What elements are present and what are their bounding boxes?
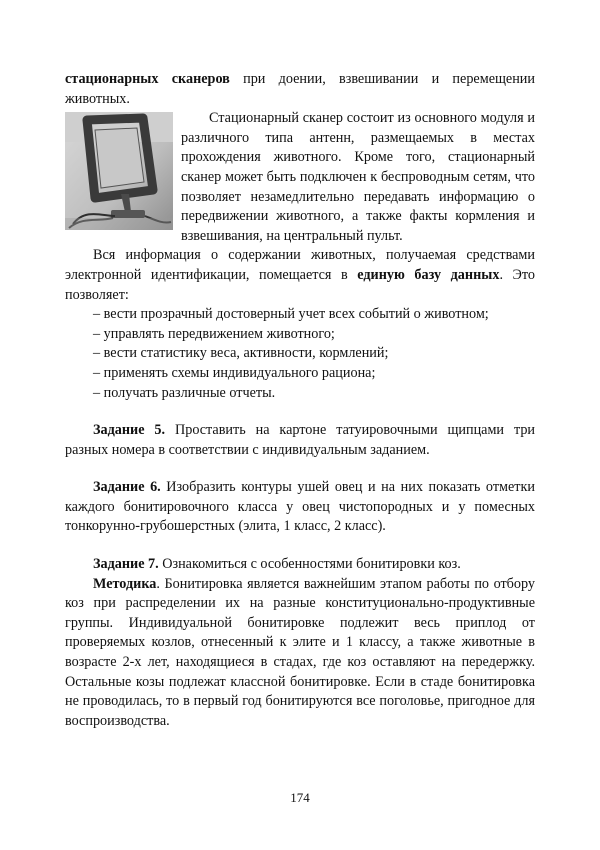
- method-text: . Бонитировка является важнейшим этапом работы по отбору коз при распределении их на разные конституционально-продуктивные группы. Индивидуальной бонитировке подлежит весь приплод от проверяемых козлов, отнесенный к элите и 1 классу, а также животные в возрасте 2-х лет, находящиеся в стадах, где коз оставляют на передержку. Остальные козы подлежат классной бонитировке. Если в стаде бонитировка не проводилась, то в первый год бонитируются все поголовье, пригодное для воспроизводства.: [65, 575, 535, 729]
- stationary-scanner-photo: [65, 112, 173, 230]
- intro-bold: стационарных сканеров: [65, 71, 230, 87]
- database-paragraph: [65, 246, 535, 305]
- task-6-label: Задание 6.: [93, 479, 161, 496]
- intro-paragraph: [65, 70, 535, 109]
- page-content: [65, 70, 535, 731]
- list-item: – применять схемы индивидуального рациона;: [93, 364, 376, 381]
- list-item: – получать различные отчеты.: [93, 384, 276, 401]
- task-5-text: Проставить на картоне татуировочными щипцами три разных номера в соответствии с индивидуальным заданием.: [65, 422, 536, 458]
- database-bold: единую базу данных: [357, 266, 500, 283]
- method-label: Методика: [93, 575, 157, 592]
- task-7-label: Задание 7.: [93, 556, 159, 573]
- database-text-2: . Это позволяет:: [65, 266, 536, 303]
- task-6: [65, 478, 535, 537]
- task-5: [65, 421, 535, 460]
- list-item: – управлять передвижением животного;: [93, 325, 335, 342]
- database-text-1: Вся информация о содержании животных, получаемая средствами электронной идентификации, помещается в: [65, 247, 535, 283]
- page-number: 174: [290, 790, 310, 805]
- task-5-label: Задание 5.: [93, 422, 166, 439]
- list-item: – вести статистику веса, активности, кормлений;: [93, 345, 389, 362]
- task-7-text: Ознакомиться с особенностями бонитировки коз.: [158, 556, 461, 573]
- list-item: – вести прозрачный достоверный учет всех событий о животном;: [93, 306, 489, 323]
- method-paragraph: [65, 575, 535, 732]
- intro-text: при доении, взвешивании и перемещении животных.: [65, 71, 535, 107]
- scanner-image-icon: [65, 112, 173, 230]
- scanner-paragraph: Стационарный сканер состоит из основного модуля и различного типа антенн, размещаемых в местах прохождения животного. Кроме того, стационарный сканер может быть подключен к беспроводным сетям, что позволяет незамедлительно передавать информацию о передвижении животного, а также факты кормления и взвешивания, на центральный пульт.: [181, 110, 535, 244]
- task-7: [65, 555, 535, 575]
- task-6-text: Изобразить контуры ушей овец и на них показать отметки каждого бонитировочного класса у овец чистопородных и у помесных тонкорунно-грубошерстных (элита, 1 класс, 2 класс).: [65, 479, 535, 535]
